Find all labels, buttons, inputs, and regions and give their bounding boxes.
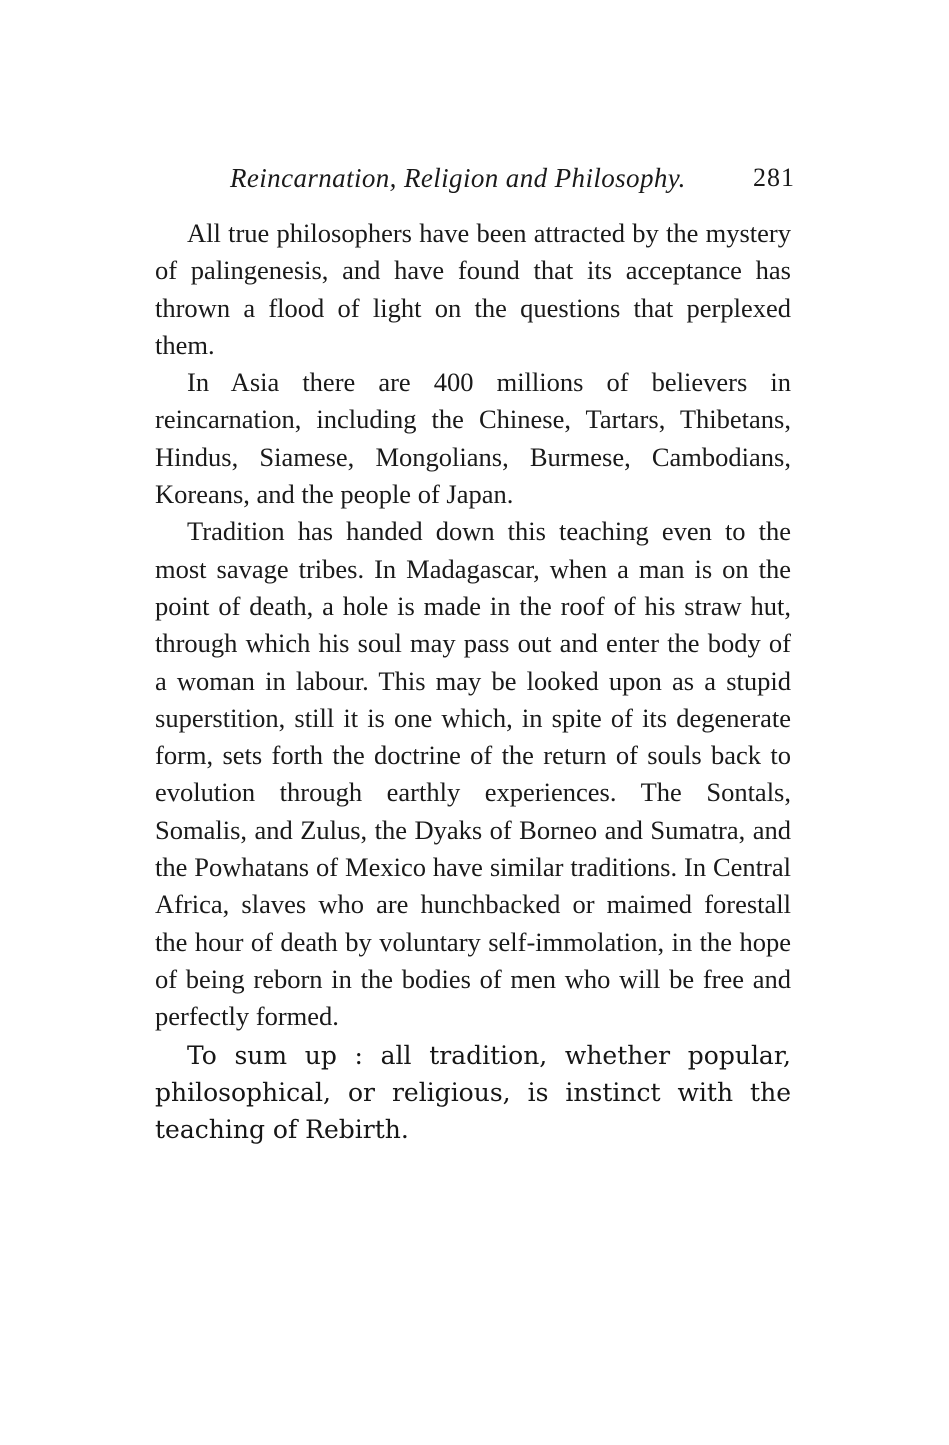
paragraph-summary: To sum up : all tradition, whether popular, philosophical, or religious, is instinct with the teaching of Rebirth.: [155, 1040, 791, 1145]
paragraph-tradition: Tradition has handed down this teaching even to the most savage tribes. In Madagascar, when a man is on the point of death, a hole is made in the roof of his straw hut, through which his soul may pass out and enter the body of a woman in labour. This may be looked upon as a stupid superstition, still it is one which, in spite of its degenerate form, sets forth the doctrine of the return of souls back to evolution through earthly experiences. The Sontals, Somalis, and Zulus, the Dyaks of Borneo and Sumatra, and the Powhatans of Mexico have similar traditions. In Central Africa, slaves who are hunchbacked or maimed forestall the hour of death by voluntary self-immolation, in the hope of being reborn in the bodies of men who will be free and perfectly formed.: [155, 516, 791, 1032]
paragraph-asia: In Asia there are 400 millions of believers in reincarnation, including the Chinese, Tartars, Thibetans, Hindus, Siamese, Mongolians, Burmese, Cambodians, Koreans, and the people of Japan.: [155, 367, 791, 510]
running-title: Reincarnation, Religion and Philosophy.: [230, 163, 686, 193]
page-number: 281: [753, 163, 795, 192]
paragraph-philosophers: All true philosophers have been attracted by the mystery of palingenesis, and have found that its acceptance has thrown a flood of light on the questions that perplexed them.: [155, 218, 791, 360]
running-head: [155, 155, 795, 201]
body-text: [155, 215, 791, 1148]
